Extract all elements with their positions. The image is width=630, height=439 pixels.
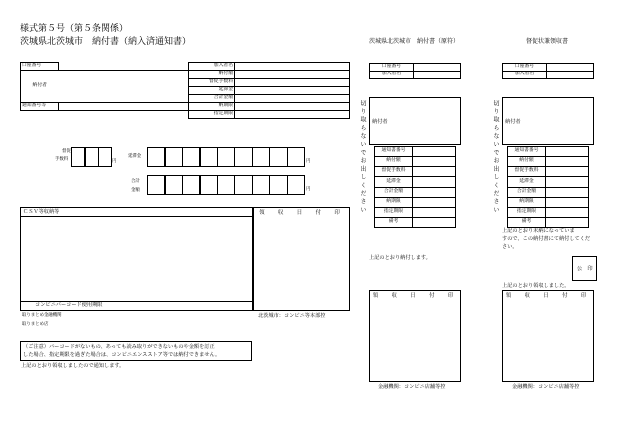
subscriber-label: 加入者名	[189, 63, 235, 71]
payment-value	[235, 71, 350, 79]
receipt-row-designated: 指定期限	[508, 207, 546, 217]
original-row-due: 納期限	[375, 197, 413, 207]
receipt-unpaid-line-2: すので、この納付書にて納付してくだ	[502, 236, 591, 242]
receipt-payer-box	[502, 97, 594, 145]
csv-label: ＣＳＶ等収納等	[23, 209, 60, 215]
fee-yen: 円	[112, 159, 117, 164]
receipt-row-due: 納期限	[508, 197, 546, 207]
receipt-detail-table	[507, 146, 589, 228]
csv-barcode-area	[20, 207, 253, 311]
original-account-table	[369, 63, 461, 79]
official-seal-label: 公 印	[577, 266, 593, 272]
receipt-unpaid-line-1: 上記のとおり未納になっていま	[502, 228, 575, 234]
caution-line-2: した場合、指定期限を過ぎた場合は、コンビニエンスストア等では納付できません。	[23, 352, 221, 358]
late-fee-digit-boxes	[148, 147, 305, 167]
payment-label: 納付額	[189, 71, 235, 79]
subscriber-value	[235, 63, 350, 71]
account-label: 口座番号	[21, 63, 59, 71]
late-fee-value	[235, 87, 350, 95]
receipt-payer-label: 納付者	[505, 119, 521, 125]
original-row-total: 合計金額	[375, 187, 413, 197]
form-number: 様式第５号（第５条関係）	[20, 24, 129, 34]
original-row-notice-no: 通知書番号	[375, 147, 413, 157]
original-cut-notice: 切り取らないでお出しください	[359, 100, 366, 215]
receipt-row-fee: 督促手数料	[508, 167, 546, 177]
receipt-cut-notice: 切り取らないでお出しください	[492, 100, 499, 215]
original-stamp-box	[369, 290, 461, 382]
handling-branch-label: 取りまとめ店	[22, 322, 49, 327]
receipt-title: 督促状兼領収書	[526, 38, 569, 45]
designated-due-value	[235, 111, 350, 119]
payer-label: 納付者	[21, 71, 59, 103]
caution-line-1: （ご注意）バーコードがないもの、あっても読み取りができないものや金額を訂正	[23, 344, 215, 350]
notice-no-value	[59, 103, 189, 111]
original-row-late-fee: 延滞金	[375, 177, 413, 187]
original-title: 茨城県北茨城市 納付書（原符）	[369, 38, 460, 45]
main-info-table	[20, 62, 350, 119]
original-row-designated: 指定期限	[375, 207, 413, 217]
receipt-row-remarks: 備考	[508, 217, 546, 227]
fee-line2-label: 手数料	[55, 157, 69, 162]
receipt-account-label: 口座番号	[503, 64, 547, 72]
original-detail-table	[374, 146, 456, 228]
original-account-label: 口座番号	[370, 64, 414, 72]
total-line2-label: 金額	[131, 188, 140, 193]
receipt-stamp-box	[502, 290, 594, 382]
total-digit-boxes	[148, 175, 305, 195]
receipt-bank-label: 金融機関：コンビニ店舗等控	[512, 384, 580, 390]
receipt-row-total: 合計金額	[508, 187, 546, 197]
late-fee-digit-label: 延滞金	[128, 154, 142, 159]
received-notice: 上記のとおり領収しましたので通知します。	[21, 363, 125, 369]
total-value	[235, 95, 350, 103]
fee-digit-boxes	[72, 147, 112, 167]
original-payer-label: 納付者	[372, 119, 388, 125]
original-row-payment: 納付額	[375, 157, 413, 167]
payer-value	[59, 71, 189, 103]
total-label: 合計金額	[189, 95, 235, 103]
account-value	[59, 63, 189, 71]
original-row-remarks: 備考	[375, 217, 413, 227]
receipt-account-table	[502, 63, 594, 79]
late-fee-yen: 円	[306, 159, 311, 164]
original-stamp-title: 領 収 日 付 印	[372, 293, 458, 299]
receipt-stamp-box	[253, 207, 350, 311]
original-subscriber-label: 加入者名	[370, 71, 414, 79]
handling-bank-label: 取りまとめ金融機関	[22, 313, 62, 318]
receipt-row-payment: 納付額	[508, 157, 546, 167]
fee-value	[235, 79, 350, 87]
receipt-row-notice-no: 通知書番号	[508, 147, 546, 157]
receipt-stamp-title: 領 収 日 付 印	[259, 210, 344, 216]
page-title: 茨城県北茨城市 納付書（納入済通知書）	[20, 37, 192, 47]
fee-line1-label: 督促	[62, 149, 71, 154]
total-line1-label: 合計	[131, 179, 140, 184]
due-date-value	[235, 103, 350, 111]
original-row-fee: 督促手数料	[375, 167, 413, 177]
receipt-subscriber-label: 加入者名	[503, 71, 547, 79]
total-yen: 円	[306, 187, 311, 192]
barcode-expiry-label: コンビニバーコード使用期限	[35, 302, 103, 308]
collector-copy-label: 北茨城市：コンビニ等本部控	[258, 313, 326, 319]
receipt-stamp-title: 領 収 日 付 印	[505, 293, 591, 299]
designated-due-label: 指定期限	[189, 111, 235, 119]
due-date-label: 納期限	[189, 103, 235, 111]
official-seal-box	[572, 256, 597, 281]
receipt-received-text: 上記のとおり領収しました。	[502, 283, 570, 289]
receipt-row-late-fee: 延滞金	[508, 177, 546, 187]
late-fee-label: 延滞金	[189, 87, 235, 95]
original-bank-label: 金融機関：コンビニ店舗等控	[378, 384, 446, 390]
fee-label: 督促手数料	[189, 79, 235, 87]
notice-no-label: 通知番号等	[21, 103, 59, 111]
receipt-unpaid-line-3: さい。	[502, 244, 518, 250]
caution-box	[20, 341, 252, 361]
original-payer-box	[369, 97, 461, 145]
original-paid-text: 上記のとおり納付します。	[369, 255, 431, 261]
